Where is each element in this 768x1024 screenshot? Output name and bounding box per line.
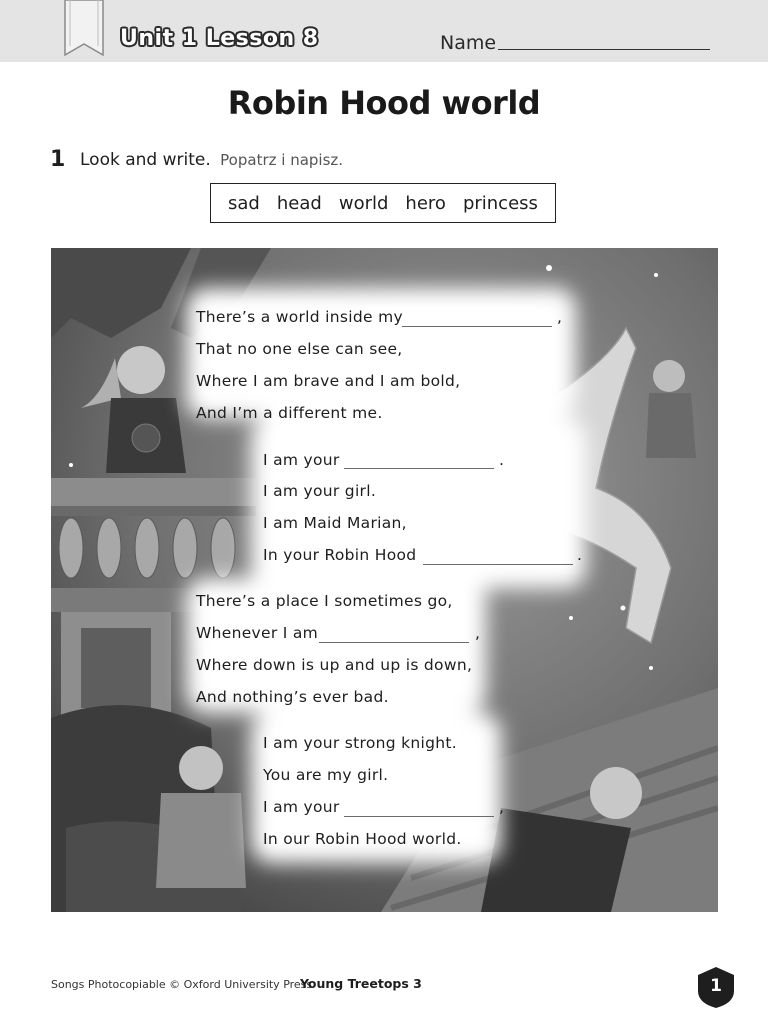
answer-blank-3[interactable]	[423, 564, 573, 565]
page-title: Robin Hood world	[227, 84, 541, 122]
lyric-line: Whenever I am	[196, 624, 319, 642]
word-hero: hero	[405, 192, 446, 214]
lyric-line: And I’m a different me.	[196, 404, 383, 422]
lyric-line: I am your girl.	[263, 482, 377, 500]
answer-blank-4[interactable]	[319, 642, 469, 643]
lyric-punct: ,	[557, 308, 562, 326]
footer-brand: Young Treetops 3	[300, 976, 422, 991]
lyric-line: I am Maid Marian,	[263, 514, 407, 532]
lyric-punct: ,	[475, 624, 480, 642]
name-write-line[interactable]	[498, 49, 710, 50]
name-label: Name	[440, 32, 497, 54]
exercise-instruction	[80, 150, 343, 170]
lesson-title: Unit 1 Lesson 8	[120, 26, 319, 51]
instruction-pl: Popatrz i napisz.	[220, 151, 344, 169]
lyric-line: You are my girl.	[263, 766, 389, 784]
instruction-en: Look and write.	[80, 150, 211, 170]
footer-copyright: Songs Photocopiable © Oxford University Press	[51, 978, 313, 991]
lyric-punct: ,	[499, 798, 504, 816]
header-band	[0, 0, 768, 62]
lyric-line: I am your	[263, 451, 340, 469]
answer-blank-1[interactable]	[402, 326, 552, 327]
lyric-line: That no one else can see,	[196, 340, 403, 358]
word-sad: sad	[228, 192, 260, 214]
answer-blank-5[interactable]	[344, 816, 494, 817]
word-bank	[210, 183, 556, 223]
word-world: world	[338, 192, 389, 214]
lyric-line: There’s a world inside my	[196, 308, 403, 326]
word-head: head	[276, 192, 322, 214]
lyric-line: In your Robin Hood	[263, 546, 417, 564]
lyric-line: And nothing’s ever bad.	[196, 688, 389, 706]
bookmark-icon	[64, 0, 104, 56]
lyric-line: In our Robin Hood world.	[263, 830, 462, 848]
lyric-line: Where down is up and up is down,	[196, 656, 473, 674]
lyric-punct: .	[577, 546, 582, 564]
lyric-line: Where I am brave and I am bold,	[196, 372, 461, 390]
answer-blank-2[interactable]	[344, 468, 494, 469]
lyric-punct: .	[499, 451, 504, 469]
lyric-line: I am your strong knight.	[263, 734, 458, 752]
exercise-number: 1	[50, 147, 66, 172]
lyric-line: I am your	[263, 798, 340, 816]
lyric-line: There’s a place I sometimes go,	[196, 592, 453, 610]
word-princess: princess	[462, 192, 538, 214]
page-number: 1	[710, 976, 722, 996]
